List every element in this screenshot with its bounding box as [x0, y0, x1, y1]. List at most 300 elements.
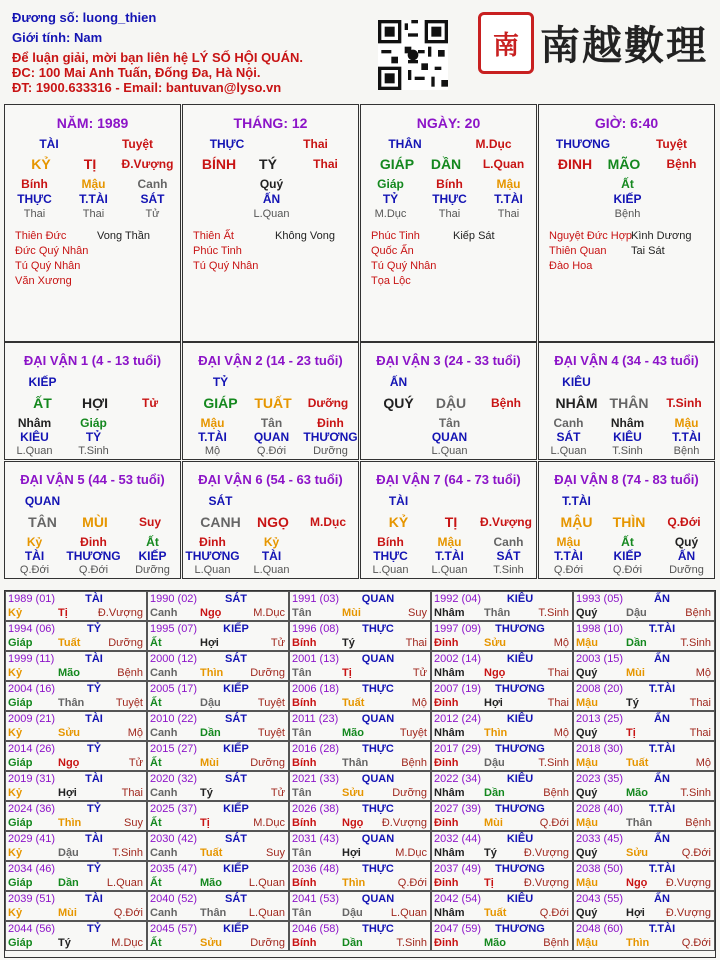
year-god: KIÊU — [506, 593, 534, 605]
year-cell — [573, 831, 715, 861]
dai-van-8 — [538, 461, 715, 579]
year-stem: Nhâm — [434, 847, 465, 859]
hidden-state: T.Sinh — [78, 445, 109, 457]
year-label: 2020 (32) — [150, 773, 198, 785]
star: Nguyệt Đức Hợp — [549, 230, 633, 242]
earthly-branch: MÃO — [607, 156, 641, 172]
year-stem: Mậu — [576, 697, 598, 709]
year-cell — [147, 591, 289, 621]
year-branch: Tuất — [342, 697, 365, 709]
hidden-god: ẤN — [262, 192, 281, 206]
year-label: 1989 (01) — [8, 593, 56, 605]
hidden-state: Thai — [438, 208, 461, 220]
hidden-state: L.Quan — [253, 564, 290, 576]
year-stem: Tân — [292, 907, 312, 919]
year-label: 2017 (29) — [434, 743, 482, 755]
year-state: Q.Đới — [681, 937, 711, 949]
year-branch: Ngọ — [342, 817, 364, 829]
year-stem: Bính — [292, 757, 317, 769]
year-stem: Quý — [576, 727, 598, 739]
star: Tú Quý Nhân — [15, 260, 81, 272]
year-state: Tuyệt — [257, 697, 285, 709]
year-god: TÀI — [85, 893, 103, 905]
heavenly-stem: KỶ — [388, 514, 409, 530]
year-label: 1997 (09) — [434, 623, 482, 635]
year-god: KIÊU — [506, 833, 534, 845]
hidden-god: QUAN — [253, 430, 290, 444]
year-state: Mộ — [127, 727, 143, 739]
year-branch: Mão — [626, 787, 648, 799]
year-state: Bệnh — [543, 937, 569, 949]
hidden-god: TỶ — [382, 192, 399, 206]
year-cell — [147, 621, 289, 651]
year-label: 1999 (11) — [8, 653, 55, 665]
year-label: 2004 (16) — [8, 683, 56, 695]
year-label: 2030 (42) — [150, 833, 198, 845]
hidden-state: Q.Đới — [612, 564, 643, 576]
year-label: 2035 (47) — [150, 863, 198, 875]
year-branch: Dần — [200, 727, 221, 739]
star: Đức Quý Nhân — [15, 245, 89, 257]
stem-state: Tuyệt — [655, 137, 688, 151]
hidden-state: Thai — [23, 208, 46, 220]
hidden-stem: Đinh — [80, 535, 107, 549]
dai-van-title: ĐẠI VẬN 5 (44 - 53 tuổi) — [20, 472, 165, 487]
year-state: Bệnh — [401, 757, 427, 769]
year-stem: Canh — [150, 907, 178, 919]
hidden-state: L.Quan — [372, 564, 409, 576]
dai-van-6 — [182, 461, 359, 579]
year-label: 2021 (33) — [292, 773, 340, 785]
earthly-branch: MÙI — [82, 514, 108, 530]
year-branch: Ngọ — [484, 667, 506, 679]
star: Quốc Ấn — [371, 245, 414, 257]
year-god: T.TÀI — [648, 863, 676, 875]
year-cell — [289, 621, 431, 651]
year-stem: Quý — [576, 907, 598, 919]
year-state: Bệnh — [685, 817, 711, 829]
year-stem: Mậu — [576, 937, 598, 949]
year-stem: Kỷ — [8, 667, 23, 679]
year-state: Q.Đới — [113, 907, 143, 919]
year-state: Tuyệt — [399, 727, 427, 739]
star: Kình Dương — [631, 230, 692, 242]
year-stem: Giáp — [8, 757, 33, 769]
year-state: M.Dục — [395, 847, 427, 859]
year-stem: Đinh — [434, 637, 459, 649]
hidden-stem: Bính — [21, 177, 48, 191]
year-branch: Dậu — [200, 697, 221, 709]
star: Tú Quý Nhân — [193, 260, 259, 272]
pillar-title: NĂM: 1989 — [56, 115, 129, 131]
year-god: KIÊU — [506, 653, 534, 665]
year-state: M.Dục — [111, 937, 143, 949]
year-state: Mộ — [553, 637, 569, 649]
year-branch: Dần — [626, 637, 647, 649]
year-cell — [147, 711, 289, 741]
year-branch: Tý — [626, 697, 639, 709]
year-branch: Dần — [484, 787, 505, 799]
stars-right — [631, 229, 691, 259]
year-label: 2028 (40) — [576, 803, 624, 815]
branch-state: Dưỡng — [307, 396, 349, 410]
stars-right — [453, 229, 495, 244]
year-cell — [431, 831, 573, 861]
year-branch: Tý — [484, 847, 497, 859]
star: Vong Thần — [97, 230, 151, 242]
year-cell — [431, 861, 573, 891]
year-god: KIẾP — [223, 683, 249, 695]
year-cell — [5, 891, 147, 921]
year-state: M.Dục — [253, 817, 285, 829]
year-label: 2039 (51) — [8, 893, 56, 905]
year-state: Bệnh — [685, 607, 711, 619]
year-branch: Mùi — [58, 907, 77, 919]
hidden-stem: Ất — [146, 535, 159, 549]
hidden-stem: Mậu — [556, 535, 581, 549]
hidden-god: TÀI — [24, 549, 45, 563]
year-state: Đ.Vượng — [665, 907, 711, 919]
earthly-branch: HỢI — [82, 395, 108, 411]
year-label: 2015 (27) — [150, 743, 198, 755]
hidden-state: Dưỡng — [313, 445, 348, 457]
heavenly-stem: CANH — [200, 514, 241, 530]
year-cell — [289, 591, 431, 621]
hidden-stem: Giáp — [80, 416, 107, 430]
heavenly-stem: NHÂM — [555, 395, 598, 411]
year-god: QUAN — [361, 833, 395, 845]
year-stem: Nhâm — [434, 727, 465, 739]
hidden-stem: Bính — [436, 177, 463, 191]
earthly-branch: TÝ — [259, 156, 277, 172]
hidden-state: L.Quan — [431, 445, 468, 457]
year-stem: Tân — [292, 607, 312, 619]
hidden-stem: Mậu — [200, 416, 225, 430]
year-god: ẤN — [654, 713, 670, 725]
year-cell — [573, 801, 715, 831]
year-stem: Giáp — [8, 697, 33, 709]
dai-van-7 — [360, 461, 537, 579]
stem-state: Thai — [303, 137, 328, 151]
year-state: Mộ — [695, 757, 711, 769]
earthly-branch: TỊ — [83, 156, 97, 172]
gender: Giới tính: Nam — [12, 30, 103, 45]
branch-state: Suy — [138, 515, 161, 529]
year-stem: Giáp — [8, 937, 33, 949]
hidden-stem: Tân — [438, 416, 461, 430]
year-cell — [431, 591, 573, 621]
year-cell — [147, 801, 289, 831]
year-branch: Mùi — [626, 667, 645, 679]
year-stem: Tân — [292, 847, 312, 859]
year-label: 1991 (03) — [292, 593, 340, 605]
heavenly-stem: GIÁP — [203, 395, 238, 411]
year-stem: Giáp — [8, 877, 33, 889]
heavenly-stem: TÂN — [28, 514, 57, 530]
year-cell — [289, 771, 431, 801]
pillar-1 — [182, 104, 359, 342]
hidden-state: Dưỡng — [669, 564, 704, 576]
year-state: Mộ — [553, 727, 569, 739]
branch-state: Thai — [313, 157, 338, 171]
year-stem: Giáp — [8, 817, 33, 829]
star: Tọa Lộc — [371, 275, 411, 287]
hidden-stem: Quý — [259, 177, 284, 191]
year-label: 2041 (53) — [292, 893, 340, 905]
year-stem: Bính — [292, 697, 317, 709]
year-cell — [147, 861, 289, 891]
hidden-god: THỰC — [432, 192, 467, 206]
year-label: 2001 (13) — [292, 653, 340, 665]
stem-god: TÀI — [39, 137, 59, 151]
year-label: 1994 (06) — [8, 623, 56, 635]
year-label: 1996 (08) — [292, 623, 340, 635]
year-god: SÁT — [225, 593, 247, 605]
year-label: 2029 (41) — [8, 833, 56, 845]
phone-email: ĐT: 1900.633316 - Email: bantuvan@lyso.vn — [12, 80, 282, 95]
year-cell — [573, 711, 715, 741]
year-branch: Hợi — [58, 787, 77, 799]
year-stem: Nhâm — [434, 607, 465, 619]
year-state: Dưỡng — [250, 757, 285, 769]
year-branch: Tuất — [484, 907, 507, 919]
stars-right — [97, 229, 150, 244]
dai-van-title: ĐẠI VẬN 6 (54 - 63 tuổi) — [198, 472, 343, 487]
year-state: Tuyệt — [115, 697, 143, 709]
year-cell — [431, 921, 573, 951]
year-state: Thai — [689, 727, 711, 739]
year-label: 2023 (35) — [576, 773, 624, 785]
year-cell — [289, 891, 431, 921]
year-branch: Dần — [342, 937, 363, 949]
hidden-stem: Kỷ — [263, 535, 280, 549]
annual-table — [4, 590, 716, 958]
year-cell — [5, 651, 147, 681]
year-cell — [431, 621, 573, 651]
hidden-stem: Mậu — [674, 416, 699, 430]
address: ĐC: 100 Mai Anh Tuấn, Đống Đa, Hà Nội. — [12, 65, 261, 80]
year-label: 2042 (54) — [434, 893, 482, 905]
year-god: TÀI — [85, 593, 103, 605]
year-label: 1998 (10) — [576, 623, 624, 635]
year-label: 2033 (45) — [576, 833, 624, 845]
year-cell — [5, 771, 147, 801]
earthly-branch: DẬU — [435, 395, 467, 411]
year-label: 2000 (12) — [150, 653, 198, 665]
year-god: THƯƠNG — [495, 803, 545, 815]
hidden-god: TỶ — [85, 430, 102, 444]
year-label: 2018 (30) — [576, 743, 624, 755]
year-branch: Thìn — [200, 667, 224, 679]
heavenly-stem: ĐINH — [557, 156, 593, 172]
year-god: THỰC — [362, 923, 394, 935]
year-god: KIÊU — [506, 893, 534, 905]
year-stem: Kỷ — [8, 907, 23, 919]
year-stem: Quý — [576, 667, 598, 679]
year-stem: Canh — [150, 667, 178, 679]
stem-god: KIẾP — [28, 375, 57, 389]
year-label: 1992 (04) — [434, 593, 482, 605]
year-state: T.Sinh — [538, 757, 569, 769]
year-god: ẤN — [654, 773, 670, 785]
hidden-stem: Đinh — [199, 535, 226, 549]
year-branch: Dậu — [484, 757, 505, 769]
pillar-3 — [538, 104, 715, 342]
year-cell — [5, 591, 147, 621]
year-god: TÀI — [85, 713, 103, 725]
year-god: KIÊU — [506, 773, 534, 785]
year-god: SÁT — [225, 653, 247, 665]
hidden-stem: Canh — [137, 177, 168, 191]
year-god: KIẾP — [223, 863, 249, 875]
hidden-state: Dưỡng — [135, 564, 170, 576]
hidden-state: T.Sinh — [493, 564, 524, 576]
year-cell — [431, 801, 573, 831]
year-label: 2046 (58) — [292, 923, 340, 935]
year-state: Mộ — [411, 697, 427, 709]
year-god: KIẾP — [223, 803, 249, 815]
year-cell — [431, 891, 573, 921]
year-cell — [573, 891, 715, 921]
year-god: T.TÀI — [648, 623, 676, 635]
year-branch: Thân — [200, 907, 227, 919]
year-branch: Tý — [342, 637, 355, 649]
year-label: 2009 (21) — [8, 713, 56, 725]
year-label: 2036 (48) — [292, 863, 340, 875]
hidden-god: T.TÀI — [672, 430, 701, 444]
stem-god: QUAN — [24, 494, 61, 508]
year-branch: Thân — [626, 817, 653, 829]
year-state: T.Sinh — [680, 787, 711, 799]
year-cell — [5, 741, 147, 771]
branch-state: Bệnh — [666, 157, 697, 171]
year-stem: Đinh — [434, 817, 459, 829]
year-god: QUAN — [361, 773, 395, 785]
year-cell — [147, 891, 289, 921]
hidden-stem: Ất — [621, 177, 634, 191]
star: Văn Xương — [15, 275, 72, 287]
hidden-god: THƯƠNG — [303, 430, 358, 444]
year-label: 2007 (19) — [434, 683, 482, 695]
year-god: T.TÀI — [648, 683, 676, 695]
contact-note: Để luận giải, mời bạn liên hệ LÝ SỐ HỘI QUÁN. — [12, 50, 303, 65]
hidden-god: KIẾP — [613, 549, 642, 563]
branch-state: L.Quan — [482, 157, 525, 171]
year-stem: Bính — [292, 937, 317, 949]
year-label: 2025 (37) — [150, 803, 198, 815]
hidden-god: SÁT — [556, 430, 581, 444]
year-god: THỰC — [362, 623, 394, 635]
earthly-branch: THÂN — [609, 395, 649, 411]
year-label: 2043 (55) — [576, 893, 624, 905]
year-stem: Mậu — [576, 757, 598, 769]
hidden-god: QUAN — [431, 430, 468, 444]
year-label: 2012 (24) — [434, 713, 482, 725]
year-stem: Nhâm — [434, 907, 465, 919]
branch-state: Q.Đới — [667, 515, 701, 529]
star: Đào Hoa — [549, 260, 593, 272]
hidden-state: L.Quan — [194, 564, 231, 576]
year-god: TỶ — [86, 803, 102, 815]
heavenly-stem: MẬU — [560, 514, 593, 530]
year-god: ẤN — [654, 833, 670, 845]
year-branch: Sửu — [58, 727, 81, 739]
hidden-god: T.TÀI — [554, 549, 583, 563]
stem-god: ẤN — [389, 375, 408, 389]
year-god: THƯƠNG — [495, 683, 545, 695]
year-god: T.TÀI — [648, 923, 676, 935]
hidden-state: Thai — [82, 208, 105, 220]
year-branch: Dậu — [626, 607, 647, 619]
year-stem: Quý — [576, 787, 598, 799]
year-stem: Đinh — [434, 757, 459, 769]
year-god: KIẾP — [223, 923, 249, 935]
year-label: 2005 (17) — [150, 683, 198, 695]
year-branch: Dậu — [58, 847, 79, 859]
earthly-branch: DẦN — [430, 156, 462, 172]
year-stem: Tân — [292, 667, 312, 679]
hidden-stem: Quý — [674, 535, 699, 549]
year-stem: Mậu — [576, 817, 598, 829]
year-state: Tuyệt — [257, 727, 285, 739]
year-stem: Quý — [576, 847, 598, 859]
dai-van-2 — [182, 342, 359, 460]
branch-state: Đ.Vượng — [121, 157, 174, 171]
earthly-branch: NGỌ — [257, 514, 289, 530]
stars-left — [193, 229, 258, 274]
pillar-2 — [360, 104, 537, 342]
year-cell — [147, 741, 289, 771]
year-branch: Thân — [484, 607, 511, 619]
brand-title: 南越數理 — [540, 22, 708, 69]
year-stem: Ất — [150, 697, 162, 709]
year-branch: Tý — [200, 787, 213, 799]
year-label: 2022 (34) — [434, 773, 482, 785]
hidden-god: T.TÀI — [494, 192, 523, 206]
hidden-state: Q.Đới — [256, 445, 287, 457]
stars-left — [549, 229, 632, 274]
star: Kiếp Sát — [453, 230, 495, 242]
year-state: Suy — [266, 847, 285, 859]
year-cell — [431, 711, 573, 741]
year-branch: Sửu — [200, 937, 223, 949]
year-god: ẤN — [654, 653, 670, 665]
year-branch: Tý — [58, 937, 71, 949]
year-state: Đ.Vượng — [523, 877, 569, 889]
star: Thiên Ất — [193, 230, 234, 242]
year-stem: Nhâm — [434, 787, 465, 799]
year-cell — [431, 741, 573, 771]
year-branch: Tị — [626, 727, 636, 739]
year-cell — [289, 801, 431, 831]
year-label: 1990 (02) — [150, 593, 198, 605]
year-stem: Đinh — [434, 697, 459, 709]
year-cell — [147, 921, 289, 951]
year-branch: Mùi — [200, 757, 219, 769]
year-cell — [573, 651, 715, 681]
star: Phúc Tinh — [371, 230, 420, 242]
year-label: 2006 (18) — [292, 683, 340, 695]
year-branch: Hợi — [484, 697, 503, 709]
dai-van-5 — [4, 461, 181, 579]
year-state: Bệnh — [543, 787, 569, 799]
year-branch: Thân — [58, 697, 85, 709]
hidden-stem: Canh — [493, 535, 524, 549]
year-stem: Mậu — [576, 637, 598, 649]
branch-state: M.Dục — [310, 515, 346, 529]
year-state: Tử — [412, 667, 427, 679]
dai-van-title: ĐẠI VẬN 8 (74 - 83 tuổi) — [554, 472, 699, 487]
